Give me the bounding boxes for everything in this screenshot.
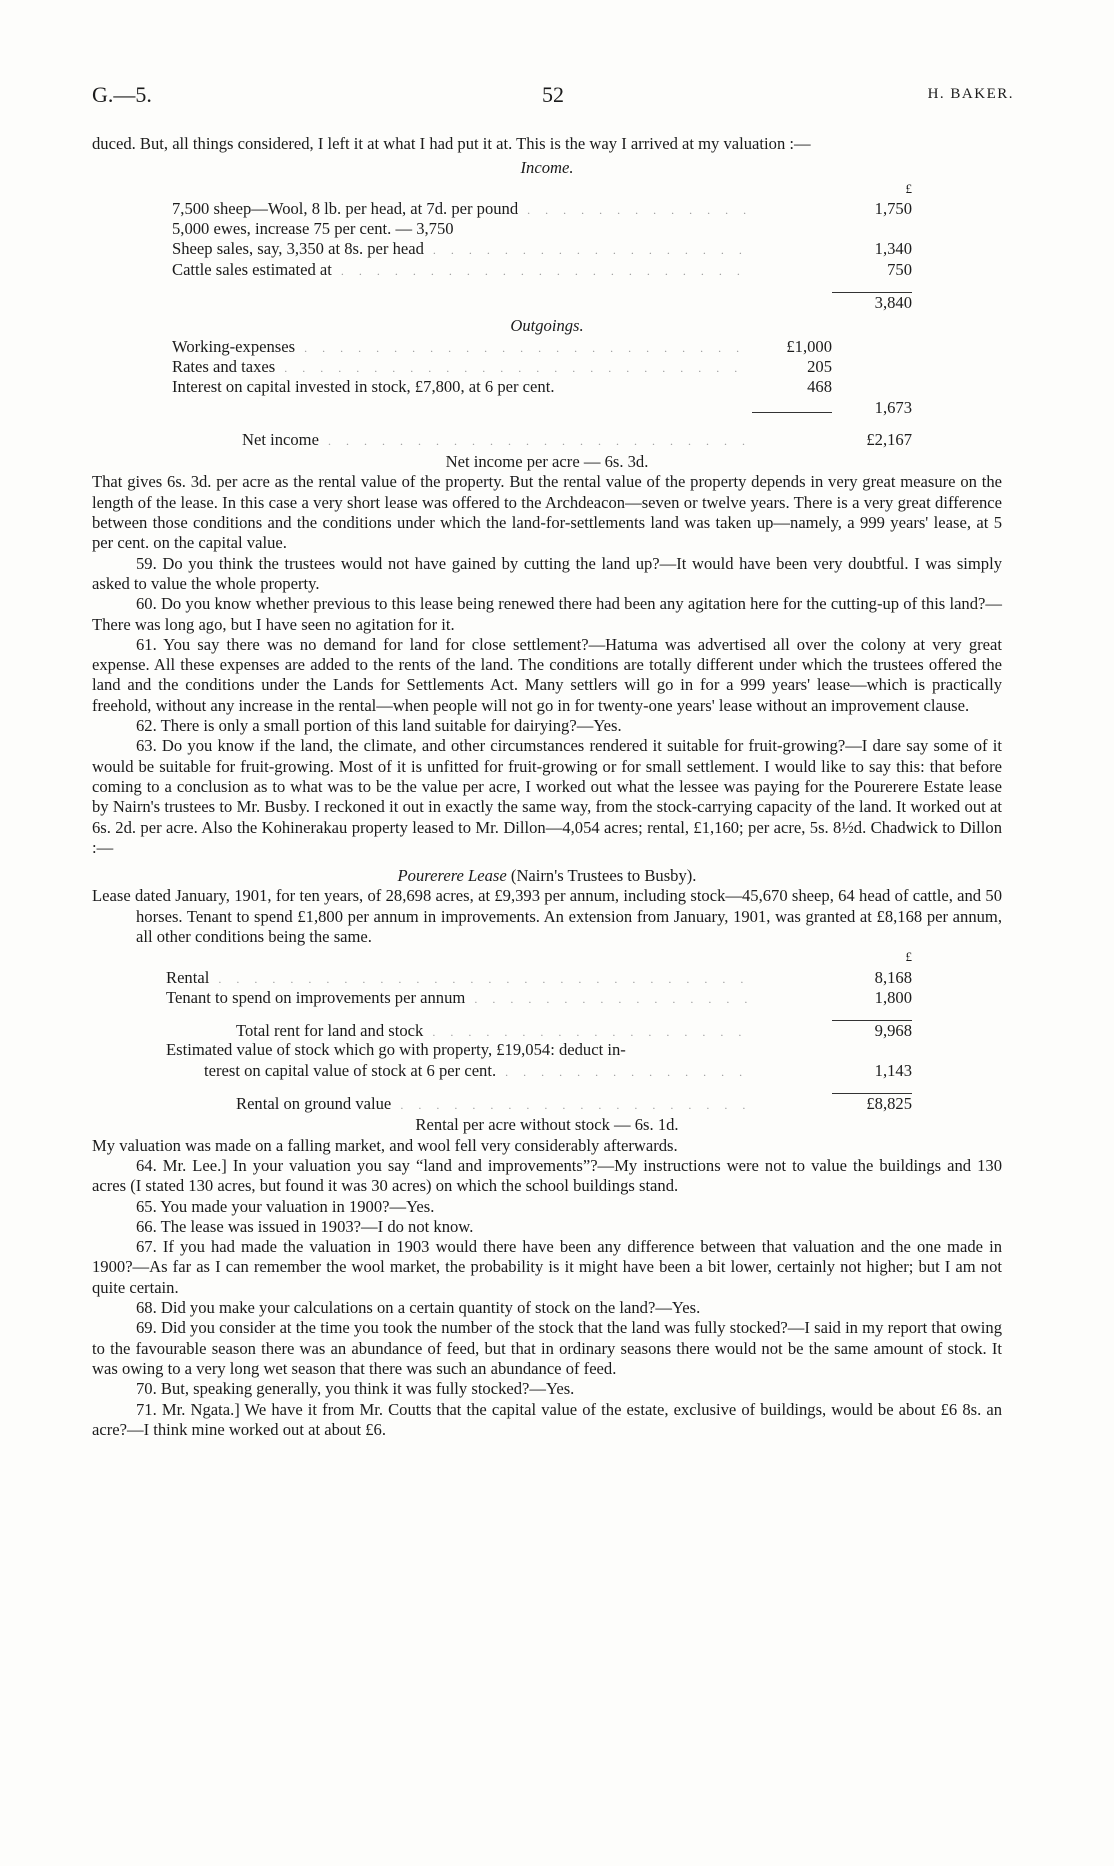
income-row (172, 260, 912, 280)
lease-description: Lease dated January, 1901, for ten years, of 28,698 acres, at £9,393 per annum, including stock—45,670 sheep, 64 head of cattle, and 50 horses. Tenant to spend £1,800 per annum in improvements. An extension from January, 1901, was granted at £8,168 per annum, all other conditions being the same. (92, 886, 1002, 946)
income-table (172, 179, 912, 313)
paragraph: 63. Do you know if the land, the climate, and other circumstances rendered it suitable for fruit-growing?—I dare say some of it would be suitable for fruit-growing. Most of it is unfitted for fruit-growing or for small settlement. I would like to say this: that before coming to a conclusion as to what was to be the value per acre, I worked out what the lessee was paying for the Pourerere Estate lease by Nairn's trustees to Mr. Busby. I reckoned it out in exactly the same way, from the stock-carrying capacity of the land. It worked out at 6s. 2d. per acre. Also the Kohinerakau property leased to Mr. Dillon—4,054 acres; rental, £1,160; per acre, 5s. 8½d. Chadwick to Dillon :— (92, 736, 1002, 857)
lease-heading-parties: (Nairn's Trustees to Busby). (510, 866, 697, 886)
lease-label: Total rent for land and stock . . . (236, 1021, 752, 1042)
lease-amount: £8,825 (832, 1093, 912, 1114)
lease-label: terest on capital value of stock at 6 per cent. . . . (204, 1061, 752, 1082)
currency-mark: £ (905, 949, 912, 965)
outgoing-row (172, 337, 912, 357)
outgoings-heading: Outgoings. (510, 316, 584, 336)
lease-label: Rental on ground value . . . (236, 1094, 752, 1115)
paragraph: 64. Mr. Lee.] In your valuation you say “land and improvements”?—My instructions were not to value the buildings and 130 acres (I stated 130 acres, but found it was 30 acres) on which the school buildings stand. (92, 1155, 1002, 1196)
lease-label: Rental . . . (166, 968, 752, 989)
lease-table (166, 947, 912, 1113)
paragraph: That gives 6s. 3d. per acre as the rental value of the property. But the rental value of the property depends in very great measure on the length of the lease. In this case a very short lease was offered to the Archdeacon—seven or twelve years. There is a very great difference between those conditions and the conditions under which the land-for-settlements land was taken up—namely, a 999 years' lease, at 5 per cent. on the capital value. (92, 472, 1002, 553)
currency-mark: £ (905, 180, 912, 196)
lease-row (166, 1093, 912, 1113)
paragraph: 71. Mr. Ngata.] We have it from Mr. Coutts that the capital value of the estate, exclusive of buildings, would be about £6 8s. an acre?—I think mine worked out at about £6. (92, 1399, 1002, 1439)
paragraph: 69. Did you consider at the time you took the number of the stock that the land was fully stocked?—I said in my report that owing to the favourable season there was an abundance of feed, but that in ordinary seasons there would not be the same amount of stock. It was owing to a very long wet season that there was such an abundance of feed. (92, 1318, 1002, 1378)
net-income-amount: £2,167 (866, 429, 912, 449)
income-amount: 750 (887, 259, 912, 279)
paragraph: 68. Did you make your calculations on a certain quantity of stock on the land?—Yes. (136, 1298, 701, 1318)
paragraph: 62. There is only a small portion of this land suitable for dairying?—Yes. (136, 716, 622, 736)
net-income-label: Net income . . . (242, 430, 752, 451)
paragraph: My valuation was made on a falling market, and wool fell very considerably afterwards. (92, 1135, 678, 1155)
lease-amount: 9,968 (832, 1020, 912, 1041)
lease-row (166, 1020, 912, 1040)
income-row (172, 219, 912, 239)
income-amount: 1,340 (874, 239, 912, 259)
lease-label: Tenant to spend on improvements per annum . . . (166, 988, 752, 1009)
lease-row (166, 1040, 912, 1060)
page-header (92, 82, 1014, 112)
lease-amount: 1,800 (874, 987, 912, 1007)
outgoing-label: Rates and taxes . . . (172, 357, 752, 378)
net-income-row (172, 430, 912, 450)
outgoing-amount: 468 (807, 377, 832, 397)
income-row (172, 239, 912, 259)
income-currency-row (172, 179, 912, 199)
paragraph: 59. Do you think the trustees would not have gained by cutting the land up?—It would have been very doubtful. I was simply asked to value the whole property. (92, 553, 1002, 593)
paragraph: 61. You say there was no demand for land for close settlement?—Hatuma was advertised all over the colony at very great expense. All these expenses are added to the rents of the land. The conditions are totally different under which the trustees offered the land and the conditions under the Lands for Settlements Act. Many settlers will go in for a 999 years' lease—which is practically freehold, without any increase in the rental—when people will not go in for twenty-one years' lease without an improvement clause. (92, 634, 1002, 715)
lease-row (166, 1061, 912, 1081)
outgoing-amount: £1,000 (786, 336, 832, 356)
outgoing-row (172, 357, 912, 377)
intro-paragraph: duced. But, all things considered, I left it at what I had put it at. This is the way I arrived at my valuation :— (92, 134, 811, 153)
paragraph: 60. Do you know whether previous to this lease being renewed there had been any agitation here for the cutting-up of this land?—There was long ago, but I have seen no agitation for it. (92, 594, 1002, 634)
income-total: 3,840 (832, 292, 912, 313)
lease-per-acre: Rental per acre without stock — 6s. 1d. (415, 1115, 679, 1135)
income-row (172, 199, 912, 219)
paragraph: 65. You made your valuation in 1900?—Yes. (136, 1196, 435, 1216)
document-reference: G.—5. (92, 82, 152, 107)
paragraph: 66. The lease was issued in 1903?—I do not know. (136, 1216, 474, 1236)
lease-amount: 1,143 (874, 1060, 912, 1080)
page-body (92, 134, 1002, 1440)
income-amount: 1,750 (874, 198, 912, 218)
lease-amount: 8,168 (874, 967, 912, 987)
outgoing-amount: 205 (807, 356, 832, 376)
page-number: 52 (542, 82, 564, 107)
outgoings-total: 1,673 (874, 397, 912, 417)
outgoings-table (172, 337, 912, 450)
income-label: 7,500 sheep—Wool, 8 lb. per head, at 7d. per pound . . . (172, 199, 752, 220)
lease-heading (92, 866, 1002, 886)
net-income-per-acre: Net income per acre — 6s. 3d. (445, 452, 649, 472)
outgoing-row (172, 377, 912, 397)
outgoing-label: Interest on capital invested in stock, £7,800, at 6 per cent. (172, 377, 555, 397)
paragraph: 70. But, speaking generally, you think it was fully stocked?—Yes. (136, 1379, 575, 1399)
income-heading: Income. (520, 158, 574, 178)
income-label: Sheep sales, say, 3,350 at 8s. per head . . . (172, 239, 752, 260)
lease-heading-title: Pourerere Lease (397, 866, 507, 886)
paragraph: 67. If you had made the valuation in 1903 would there have been any difference between that valuation and the one made in 1900?—As far as I can remember the wool market, the probability is it might have been a bit lower, certainly not higher; but I am not quite certain. (92, 1237, 1002, 1297)
lease-label: Estimated value of stock which go with property, £19,054: deduct in- (166, 1040, 626, 1060)
lease-currency-row (166, 947, 912, 967)
outgoings-total-row (172, 398, 912, 418)
witness-name: H. BAKER. (927, 86, 1014, 102)
income-label: Cattle sales estimated at . . . (172, 260, 752, 281)
income-total-row (172, 292, 912, 312)
lease-row (166, 988, 912, 1008)
outgoing-label: Working-expenses . . . (172, 337, 752, 358)
income-label: 5,000 ewes, increase 75 per cent. — 3,750 (172, 219, 454, 239)
lease-row (166, 968, 912, 988)
